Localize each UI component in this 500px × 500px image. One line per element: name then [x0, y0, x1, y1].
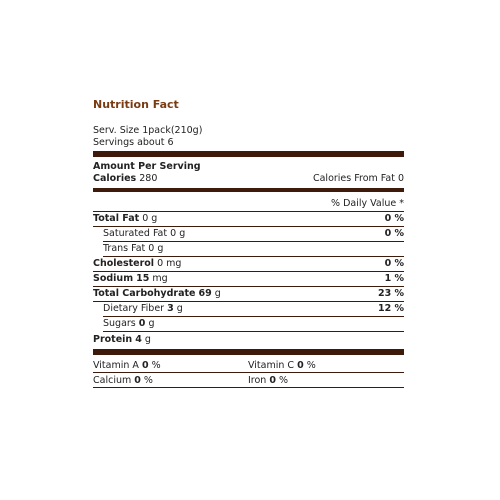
calories-label: Calories	[93, 173, 137, 184]
mineral-unit: %	[279, 375, 289, 386]
nutrient-unit: g	[148, 318, 155, 329]
nutrient-row-sodium	[93, 272, 404, 287]
nutrient-label: Saturated Fat	[103, 228, 168, 239]
servings-per-container: Servings about 6	[93, 137, 174, 148]
nutrient-row-sugars	[103, 317, 404, 332]
nutrient-amount: 69	[198, 288, 212, 299]
nutrient-unit: g	[176, 303, 183, 314]
vitamin-value: 0	[297, 360, 304, 371]
nutrient-label: Dietary Fiber	[103, 303, 165, 314]
nutrient-row-protein	[93, 332, 404, 347]
minerals-row	[93, 373, 404, 388]
nutrient-label: Sugars	[103, 318, 136, 329]
mineral-value: 0	[134, 375, 141, 386]
iron	[248, 373, 403, 387]
nutrient-row-trans-fat	[103, 242, 404, 257]
vitamin-value: 0	[141, 360, 149, 371]
nutrient-label: Sodium	[93, 273, 134, 284]
panel-title: Nutrition Fact	[93, 98, 179, 111]
thick-divider	[93, 151, 404, 157]
nutrient-daily-value: 12 %	[377, 303, 404, 314]
amount-per-serving-heading: Amount Per Serving	[93, 161, 201, 172]
daily-value-header	[93, 197, 404, 212]
vitamin-label: Vitamin A	[93, 360, 139, 371]
vitamins-row	[93, 358, 404, 373]
nutrient-daily-value: 0 %	[384, 258, 404, 269]
mineral-unit: %	[143, 375, 153, 386]
nutrient-daily-value: 0 %	[384, 213, 404, 224]
calcium	[93, 373, 248, 387]
nutrition-facts-panel	[93, 98, 404, 388]
vitamin-c	[248, 358, 403, 372]
nutrient-label: Trans Fat	[103, 243, 146, 254]
mineral-label: Calcium	[93, 375, 132, 386]
nutrient-unit: g	[214, 288, 221, 299]
nutrient-row-saturated-fat	[103, 227, 404, 242]
calories-row	[93, 173, 404, 186]
nutrient-label: Total Fat	[93, 213, 140, 224]
nutrient-daily-value: 1 %	[384, 273, 404, 284]
nutrient-unit: mg	[152, 273, 168, 284]
nutrient-amount: 15	[136, 273, 150, 284]
calories-value: 280	[139, 173, 158, 184]
vitamin-a	[93, 358, 248, 372]
nutrient-amount: 0	[138, 318, 146, 329]
nutrient-amount: 0 g	[170, 228, 186, 239]
nutrient-unit: g	[144, 334, 151, 345]
nutrient-label: Total Carbohydrate	[93, 288, 196, 299]
nutrient-amount: 0 g	[142, 213, 158, 224]
vitamin-unit: %	[151, 360, 161, 371]
nutrient-row-cholesterol	[93, 257, 404, 272]
vitamin-unit: %	[306, 360, 316, 371]
vitamin-label: Vitamin C	[248, 360, 295, 371]
nutrient-label: Cholesterol	[93, 258, 155, 269]
serving-size: Serv. Size 1pack(210g)	[93, 125, 203, 136]
nutrient-amount: 4	[135, 334, 142, 345]
nutrient-row-total-carbohydrate	[93, 287, 404, 302]
nutrient-daily-value: 23 %	[377, 288, 404, 299]
nutrient-daily-value: 0 %	[384, 228, 404, 239]
nutrient-row-total-fat	[93, 212, 404, 227]
nutrient-amount: 0 g	[148, 243, 164, 254]
mineral-label: Iron	[248, 375, 267, 386]
medium-divider	[93, 188, 404, 192]
mineral-value: 0	[269, 375, 276, 386]
calories-from-fat: Calories From Fat 0	[312, 173, 404, 184]
nutrient-row-dietary-fiber	[103, 302, 404, 317]
nutrient-amount: 0 mg	[157, 258, 182, 269]
nutrient-amount: 3	[167, 303, 174, 314]
nutrient-label: Protein	[93, 334, 133, 345]
daily-value-label: % Daily Value *	[331, 198, 404, 209]
